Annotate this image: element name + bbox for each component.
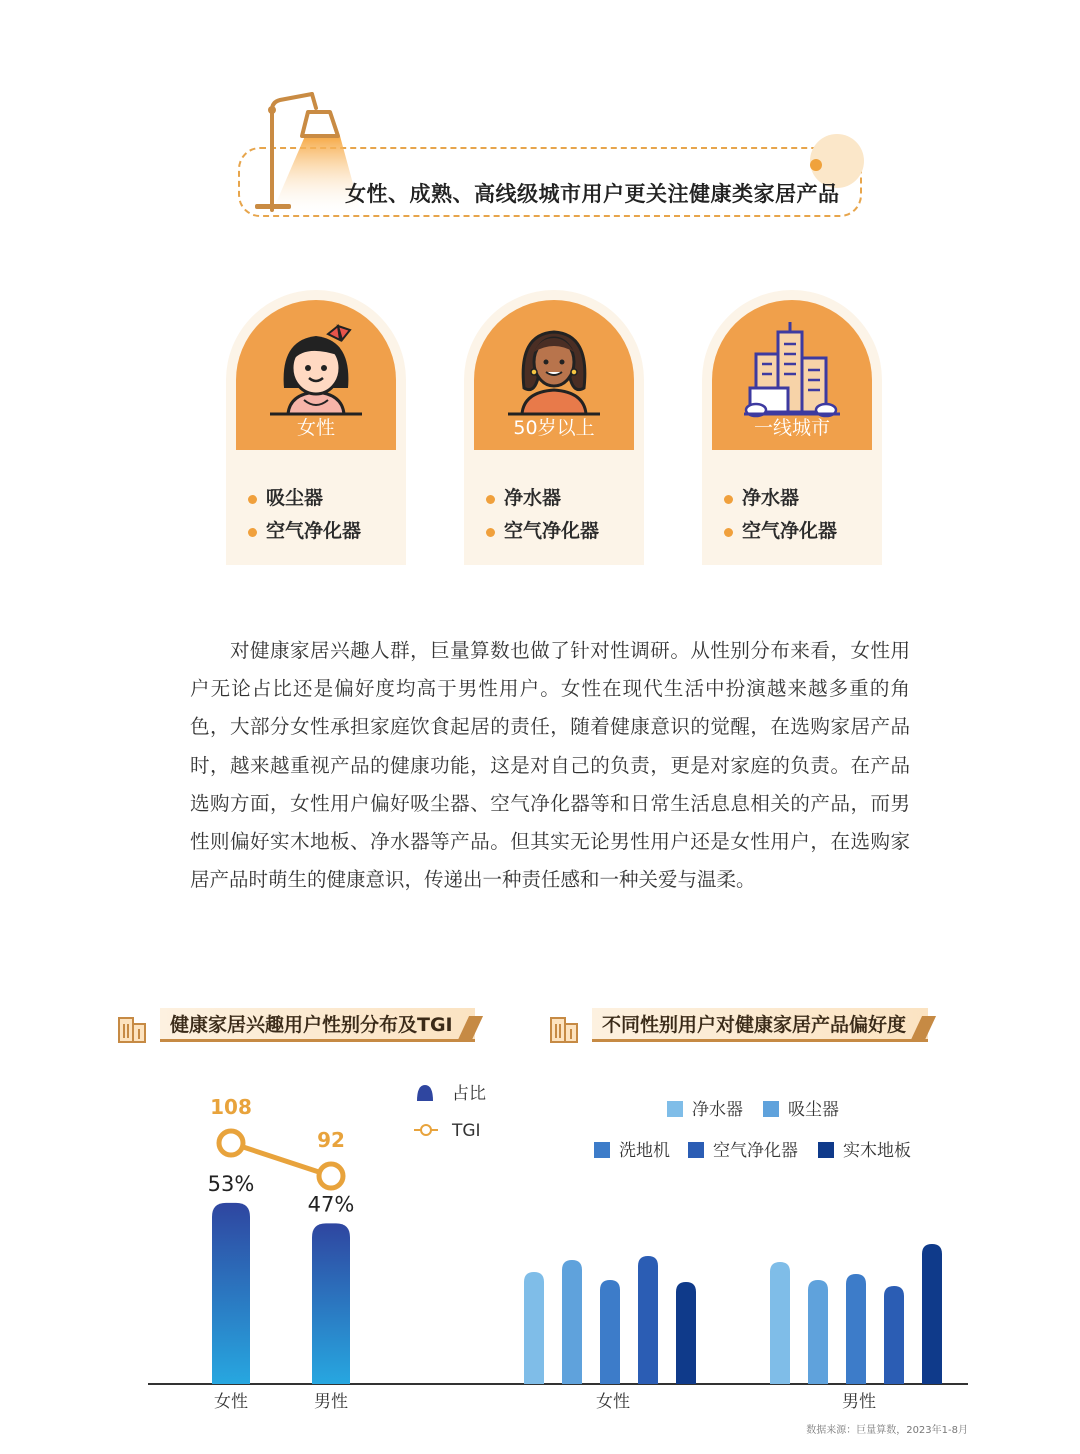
pref-bar-1-0 bbox=[770, 1262, 790, 1384]
city-buildings-icon bbox=[742, 318, 842, 418]
pref-bar-1-1 bbox=[808, 1280, 828, 1384]
page-title: 女性、成熟、高线级城市用户更关注健康类家居产品 bbox=[345, 182, 840, 206]
card-list bbox=[486, 482, 599, 548]
share-data-label: 47% bbox=[307, 1192, 355, 1217]
legend-label: 净水器 bbox=[692, 1100, 743, 1120]
legend-swatch bbox=[818, 1142, 834, 1158]
share-bar-female bbox=[212, 1203, 250, 1384]
x-tick-label: 女性 bbox=[596, 1392, 630, 1412]
x-tick-label: 男性 bbox=[314, 1392, 348, 1412]
legend-swatch bbox=[594, 1142, 610, 1158]
legend-label: 吸尘器 bbox=[788, 1100, 839, 1120]
tgi-data-label: 108 bbox=[210, 1095, 252, 1119]
legend-swatch bbox=[667, 1101, 683, 1117]
legend-label: 空气净化器 bbox=[713, 1141, 798, 1161]
pref-bar-1-3 bbox=[884, 1286, 904, 1384]
pref-bar-0-4 bbox=[676, 1282, 696, 1384]
list-item: 净水器 bbox=[486, 482, 599, 515]
source-note: 数据来源：巨量算数，2023年1-8月 bbox=[806, 1425, 968, 1436]
legend-tgi-marker bbox=[421, 1125, 431, 1135]
pref-bar-0-0 bbox=[524, 1272, 544, 1384]
persona-card-female bbox=[226, 290, 406, 565]
pref-bar-1-2 bbox=[846, 1274, 866, 1384]
woman-avatar-icon bbox=[504, 318, 604, 418]
card-label: 50岁以上 bbox=[513, 417, 595, 439]
girl-avatar-icon bbox=[266, 318, 366, 418]
list-item: 空气净化器 bbox=[248, 515, 361, 548]
card-list bbox=[248, 482, 361, 548]
pref-bar-0-3 bbox=[638, 1256, 658, 1384]
legend-label: 实木地板 bbox=[843, 1141, 911, 1161]
list-item: 空气净化器 bbox=[486, 515, 599, 548]
desk-lamp-icon bbox=[250, 92, 360, 217]
share-bar-male bbox=[312, 1223, 350, 1384]
body-paragraph: 对健康家居兴趣人群，巨量算数也做了针对性调研。从性别分布来看，女性用户无论占比还是偏好度均高于男性用户。女性在现代生活中扮演越来越多重的角色，大部分女性承担家庭饮食起居的责任，随着健康意识的觉醒，在选购家居产品时，越来越重视产品的健康功能，这是对自己的负责，更是对家庭的负责。在产品选购方面，女性用户偏好吸尘器、空气净化器等和日常生活息息相关的产品，而男性则偏好实木地板、净水器等产品。但其实无论男性用户还是女性用户，在选购家居产品时萌生的健康意识，传递出一种责任感和一种关爱与温柔。 bbox=[190, 639, 910, 892]
list-item: 空气净化器 bbox=[724, 515, 837, 548]
pref-bar-0-1 bbox=[562, 1260, 582, 1384]
building-icon bbox=[116, 1012, 148, 1044]
decorative-dot bbox=[810, 159, 822, 171]
legend-share-label: 占比 bbox=[452, 1084, 486, 1104]
legend-swatch bbox=[688, 1142, 704, 1158]
tgi-point bbox=[219, 1131, 243, 1155]
card-list bbox=[724, 482, 837, 548]
pref-bar-0-2 bbox=[600, 1280, 620, 1384]
legend-swatch bbox=[763, 1101, 779, 1117]
share-data-label: 53% bbox=[207, 1171, 255, 1196]
list-item: 净水器 bbox=[724, 482, 837, 515]
legend-tgi-label: TGI bbox=[452, 1121, 481, 1141]
x-tick-label: 男性 bbox=[842, 1392, 876, 1412]
card-label: 女性 bbox=[296, 417, 335, 439]
legend-label: 洗地机 bbox=[619, 1141, 670, 1161]
card-label: 一线城市 bbox=[753, 417, 830, 439]
charts-area bbox=[0, 1060, 1080, 1420]
persona-card-city bbox=[702, 290, 882, 565]
building-icon bbox=[548, 1012, 580, 1044]
section-title: 健康家居兴趣用户性别分布及TGI bbox=[160, 1008, 475, 1042]
x-tick-label: 女性 bbox=[214, 1392, 248, 1412]
tgi-data-label: 92 bbox=[317, 1128, 345, 1152]
legend-share-swatch bbox=[417, 1085, 433, 1101]
pref-bar-1-4 bbox=[922, 1244, 942, 1384]
tgi-point bbox=[319, 1164, 343, 1188]
persona-card-age bbox=[464, 290, 644, 565]
list-item: 吸尘器 bbox=[248, 482, 361, 515]
section-title: 不同性别用户对健康家居产品偏好度 bbox=[592, 1008, 928, 1042]
